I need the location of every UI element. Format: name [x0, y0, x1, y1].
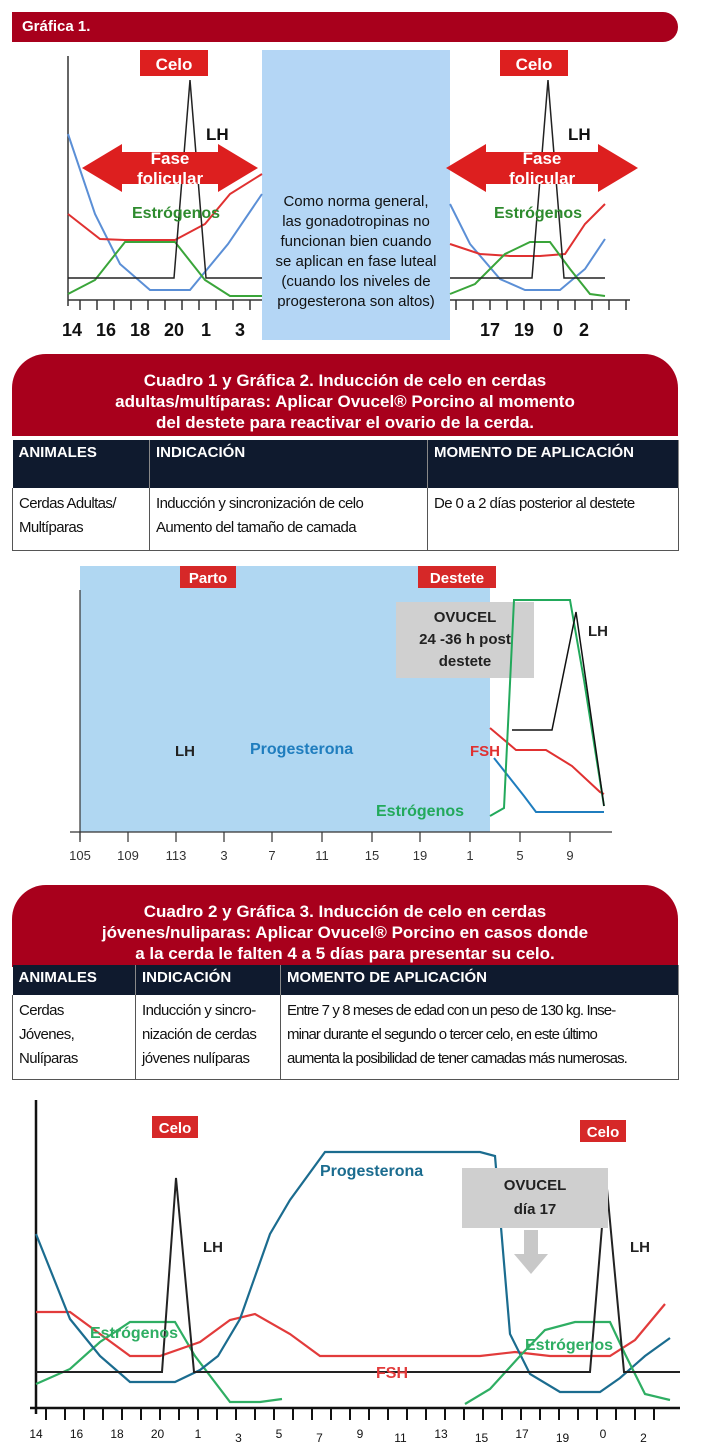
- section1-title: Cuadro 1 y Gráfica 2. Inducción de celo en cerdas adultas/multíparas: Aplicar Ovucel® Porcino al momento del destete para reactivar el ovario de la cerda.: [12, 354, 678, 436]
- graph2-tick-label: 11: [315, 848, 329, 863]
- graph2-lh-left: LH: [175, 743, 195, 760]
- graph3-tick-label: 9: [356, 1427, 364, 1441]
- table-adultas: [12, 440, 679, 551]
- graph1-tick-label: 1: [200, 320, 212, 340]
- graph1-estrogenos-left-label: Estrógenos: [132, 205, 221, 222]
- graph2-tick-label: 3: [220, 848, 228, 863]
- graph2-progesterona-line: [494, 758, 604, 812]
- graph2-tick-label: 105: [69, 848, 91, 863]
- graph2-ovucel-3: destete: [438, 653, 492, 670]
- graph3-progesterona: Progesterona: [320, 1163, 424, 1180]
- graph3-estrogenos-right-label: Estrógenos: [525, 1337, 614, 1354]
- svg-text:se aplican en fase luteal: se aplican en fase luteal: [275, 253, 437, 270]
- table-jovenes-header-momento: MOMENTO DE APLICACIÓN: [281, 965, 679, 995]
- table-jovenes-header-animales: ANIMALES: [13, 965, 136, 995]
- graph2-tick-label: 9: [566, 848, 574, 863]
- graph3-tick-labels: [29, 1427, 647, 1445]
- graph2-tick-label: 19: [412, 848, 428, 863]
- graph2-ovucel-2: 24 -36 h post: [419, 631, 511, 648]
- table-adultas-header-momento: MOMENTO DE APLICACIÓN: [428, 440, 679, 488]
- graph2-tick-label: 109: [117, 848, 139, 863]
- graph3-tick-label: 15: [474, 1431, 489, 1445]
- graph1-chart: [0, 44, 706, 348]
- graph3-lh-right: LH: [630, 1239, 650, 1256]
- graph3-tick-label: 14: [29, 1427, 43, 1441]
- graph3-celo-right: Celo: [586, 1124, 620, 1141]
- table-row: Cerdas Jóvenes, Nulíparas Inducción y sincro- nización de cerdas jóvenes nulíparas Entre 7 y 8 meses de edad con un peso de 130 kg. Inse- minar durante el segundo o tercer celo, en este último aumenta la posibilidad de tener camadas más numerosas.: [13, 995, 679, 1079]
- graph1-fase-right-1: Fase: [522, 149, 562, 168]
- graph2-lh-right: LH: [588, 623, 608, 640]
- graph3-tick-label: 19: [555, 1431, 570, 1445]
- graph3-tick-label: 5: [275, 1427, 283, 1441]
- graph1-estrogenos-left: [68, 242, 262, 296]
- graph1-fase-left-1: Fase: [150, 149, 190, 168]
- graph3-ovucel-2: día 17: [513, 1201, 557, 1218]
- graph1-tick-label: 3: [234, 320, 246, 340]
- graph2-tick-label: 7: [268, 848, 276, 863]
- table-adultas-header-indicacion: INDICACIÓN: [150, 440, 428, 488]
- graph3-tick-label: 16: [69, 1427, 84, 1441]
- graph1-tick-label: 17: [479, 320, 501, 340]
- graph3-tick-label: 2: [640, 1431, 647, 1445]
- graph2-ticks: [80, 832, 570, 842]
- graph3-estrogenos-left-label: Estrógenos: [90, 1325, 179, 1342]
- graph3-fsh: FSH: [376, 1365, 408, 1382]
- graph3-tick-label: 18: [110, 1427, 124, 1441]
- graph3-tick-label: 1: [194, 1427, 202, 1441]
- graph1-celo-left: Celo: [155, 55, 193, 74]
- graph2-destete: Destete: [429, 570, 485, 587]
- graph2-ovucel-1: OVUCEL: [433, 609, 497, 626]
- graph2-parto: Parto: [188, 570, 228, 587]
- graph3-ovucel-arrow: [514, 1230, 548, 1274]
- svg-text:las gonadotropinas no: las gonadotropinas no: [282, 213, 430, 230]
- graph1-fase-right-2: folicular: [508, 169, 576, 188]
- graph2-fsh: FSH: [470, 743, 500, 760]
- graph3-tick-label: 17: [515, 1427, 529, 1441]
- graph1-tick-label: 20: [163, 320, 185, 340]
- graph1-celo-right: Celo: [515, 55, 553, 74]
- graph2-tick-label: 1: [466, 848, 474, 863]
- graph3-ticks: [46, 1408, 654, 1420]
- graph3-lh-left: LH: [203, 1239, 223, 1256]
- graph3-tick-label: 0: [599, 1427, 607, 1441]
- table-jovenes: [12, 965, 679, 1080]
- graph1-lh-left-label: LH: [206, 125, 229, 144]
- graph1-banner: Gráfica 1.: [12, 12, 678, 42]
- table-adultas-header-animales: ANIMALES: [13, 440, 150, 488]
- graph1-estrogenos-right: [450, 242, 605, 296]
- svg-text:progesterona son altos): progesterona son altos): [277, 293, 435, 310]
- graph1-estrogenos-right-label: Estrógenos: [494, 205, 583, 222]
- svg-text:(cuando los niveles de: (cuando los niveles de: [281, 273, 431, 290]
- graph2-chart: [0, 560, 706, 870]
- graph1-tick-label: 14: [61, 320, 83, 340]
- graph2-estrogenos: Estrógenos: [376, 803, 465, 820]
- graph2-progesterona: Progesterona: [250, 741, 354, 758]
- graph1-tick-label: 18: [129, 320, 151, 340]
- graph3-tick-label: 20: [150, 1427, 165, 1441]
- graph3-chart: [0, 1094, 706, 1449]
- graph1-lh-right-label: LH: [568, 125, 591, 144]
- graph3-tick-label: 13: [434, 1427, 448, 1441]
- svg-text:funcionan bien cuando: funcionan bien cuando: [280, 233, 432, 250]
- graph3-celo-left: Celo: [158, 1120, 192, 1137]
- graph3-tick-label: 11: [394, 1431, 407, 1445]
- section2-title: Cuadro 2 y Gráfica 3. Inducción de celo en cerdas jóvenes/nuliparas: Aplicar Ovucel® Porcino en casos donde a la cerda le falten 4 a 5 días para presentar su celo.: [12, 885, 678, 967]
- graph3-tick-label: 7: [316, 1431, 323, 1445]
- table-row: Cerdas Adultas/ Multíparas Inducción y sincronización de celo Aumento del tamaño de camada De 0 a 2 días posterior al destete: [13, 488, 679, 550]
- graph1-tick-label: 2: [578, 320, 590, 340]
- graph2-tick-label: 5: [516, 848, 524, 863]
- graph3-ovucel-1: OVUCEL: [503, 1177, 567, 1194]
- graph2-tick-label: 113: [165, 848, 187, 863]
- graph2-tick-labels: [69, 848, 573, 863]
- graph2-tick-label: 15: [364, 848, 380, 863]
- graph1-tick-label: 16: [95, 320, 117, 340]
- graph3-tick-label: 3: [235, 1431, 242, 1445]
- graph1-tick-label: 19: [513, 320, 535, 340]
- svg-text:Como norma general,: Como norma general,: [283, 193, 429, 210]
- graph1-fase-left-2: folicular: [136, 169, 204, 188]
- graph1-tick-label: 0: [552, 320, 564, 340]
- table-jovenes-header-indicacion: INDICACIÓN: [136, 965, 281, 995]
